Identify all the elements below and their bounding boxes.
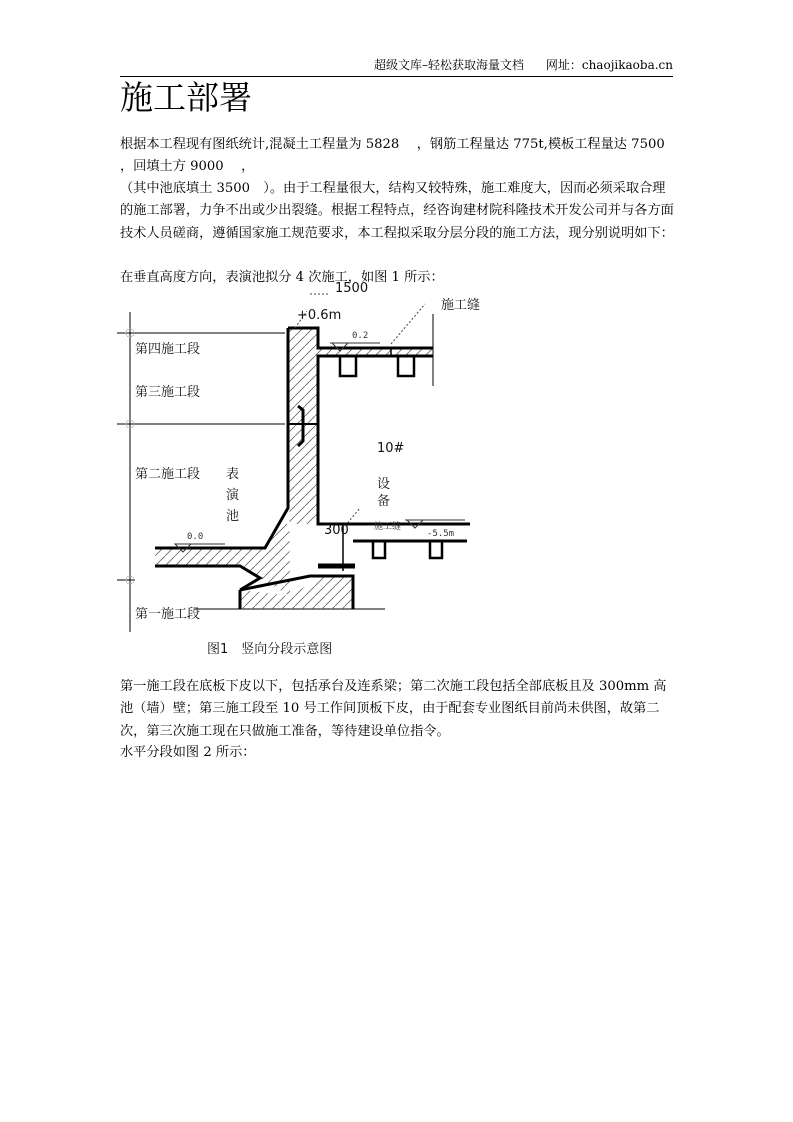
page-title: 施工部署 [120,78,252,117]
pool-label-3: 池 [226,509,240,524]
figure-1-vertical-sections [115,276,495,656]
elevation-slab: 0.2 [352,331,369,341]
room-label-1: 设 [377,477,391,492]
elevation-right: -5.5m [427,529,455,539]
pool-label-1: 表 [226,467,240,482]
construction-joint-label: 施工缝 [441,298,481,313]
pool-label-2: 演 [226,488,240,503]
small-joint-label: 一施工缝 [365,522,402,532]
figure-caption: 图1 竖向分段示意图 [207,642,333,657]
stage-4-label: 第四施工段 [135,342,201,357]
paragraph-2: （其中池底填土 3500 ）。由于工程量很大，结构又较特殊，施工难度大，因而必须采取合理的施工部署，力争不出或少出裂缝。根据工程特点，经咨询建材院科隆技术开发公司并与各方面技术人员磋商，遵循国家施工规范要求，本工程拟采取分层分段的施工方法，现分别说明如下： [120,181,674,241]
paragraph-3: 在垂直高度方向，表演池拟分 4 次施工，如图 1 所示： [120,270,444,285]
stage-2-label: 第二施工段 [135,467,201,482]
room-number: 10# [377,441,405,456]
page-header [120,56,673,77]
paragraph-5: 水平分段如图 2 所示： [120,745,256,760]
header-left-text: 超级文库–轻松获取海量文档 [374,58,525,72]
elevation-top: +0.6m [297,308,342,323]
room-label-2: 备 [377,494,391,509]
stage-1-label: 第一施工段 [135,607,201,622]
paragraph-1: 根据本工程现有图纸统计,混凝土工程量为 5828 ，钢筋工程量达 775t,模板工程量达 7500 ，回填土方 9000 ， [120,137,683,175]
stage-3-label: 第三施工段 [135,385,201,400]
dimension-300: 300 [324,523,349,538]
dimension-1500: 1500 [335,281,369,296]
header-site-label: 网址：chaojikaoba.cn [545,58,673,72]
paragraph-4: 第一施工段在底板下皮以下，包括承台及连系梁；第二次施工段包括全部底板且及 300mm 高池（墙）壁；第三施工段至 10 号工作间顶板下皮，由于配套专业图纸目前尚未供图，故第二次，第三次施工现在只做施工准备，等待建设单位指令。 [120,679,667,739]
elevation-left: 0.0 [187,532,204,542]
